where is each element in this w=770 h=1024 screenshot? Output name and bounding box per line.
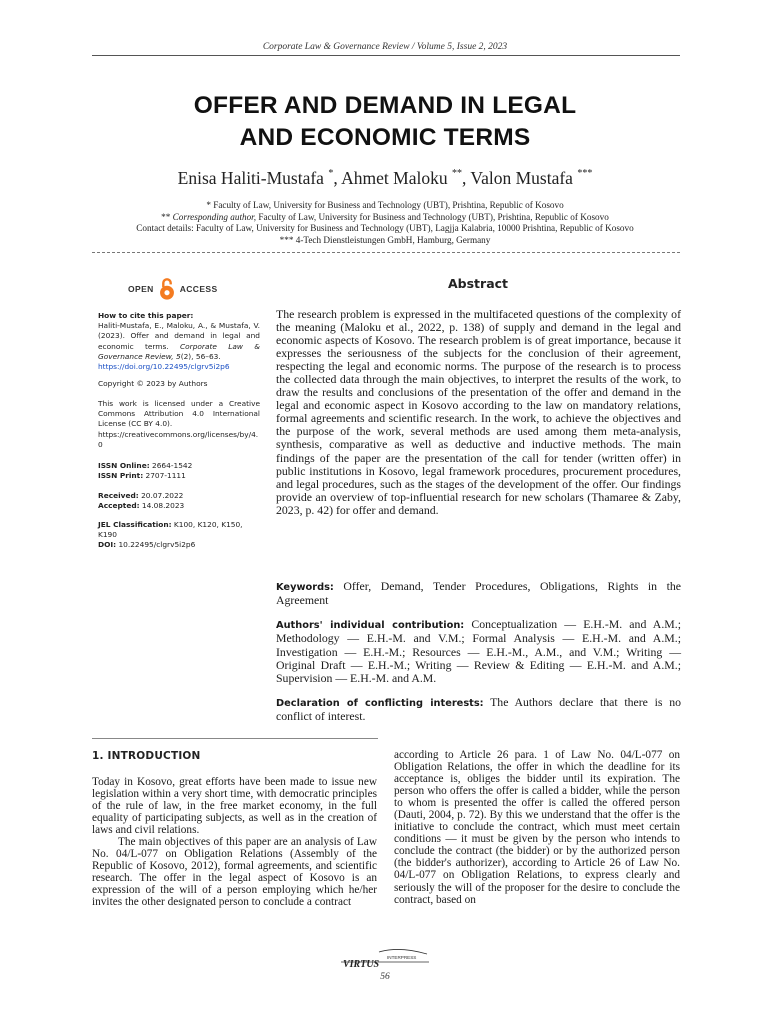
- paragraph: according to Article 26 para. 1 of Law No. 04/L-077 on Obligation Relations, the offer in which the deadline for its acceptance is, obliges the bidder until its expiration. The person who offers the offer is called a bidder, while the person to whom is presented the offer is called the offered person (Dauti, 2004, p. 72). By this we understand that the offer is the initiative to conclude the contract, which must meet certain conditions — it must be given by the person who intends to conclude the contract (the bidder) or by the authorized person (the bidder's authorizer), according to Article 26 of Law No. 04/L-077 on Obligation Relations, to express clearly and seriously the will of the proposer for the desire to conclude the contract, based on: [394, 749, 680, 906]
- license-block: [98, 399, 260, 450]
- corresponding-label: Corresponding author,: [172, 211, 257, 222]
- page-number: 56: [380, 972, 390, 982]
- open-access-badge: [128, 278, 238, 300]
- abstract-heading: Abstract: [448, 276, 509, 291]
- keywords-text: Offer, Demand, Tender Procedures, Obligations, Rights in the Agreement: [276, 579, 681, 608]
- keywords: [276, 580, 681, 607]
- affiliation-mark: **: [161, 211, 173, 222]
- body-column-right: [394, 749, 680, 906]
- section-divider: [92, 738, 378, 739]
- received-date: 20.07.2022: [138, 491, 184, 500]
- copyright: Copyright © 2023 by Authors: [98, 379, 208, 388]
- accepted-label: Accepted:: [98, 501, 140, 511]
- affiliation-2-text: Faculty of Law, University for Business and Technology (UBT), Prishtina, Republic of Kosovo: [256, 211, 609, 222]
- header-divider: [92, 55, 680, 56]
- author-name: Ahmet Maloku: [341, 168, 448, 188]
- affiliation-2: [90, 212, 680, 224]
- open-access-right: ACCESS: [179, 284, 218, 294]
- title-line-2: AND ECONOMIC TERMS: [239, 124, 531, 151]
- dashed-divider: [92, 252, 680, 253]
- citation-doi-link[interactable]: https://doi.org/10.22495/clgrv5i2p6: [98, 362, 230, 372]
- accepted-date: 14.08.2023: [139, 501, 185, 511]
- contact-details: Contact details: Faculty of Law, University for Business and Technology (UBT), Lagjja Kalabria, 10000 Prishtina, Republic of Kosovo: [136, 223, 634, 233]
- jel-codes: K100, K120, K150, K190: [98, 520, 243, 540]
- author-name: Enisa Haliti-Mustafa: [177, 168, 324, 188]
- citation-journal: Corporate Law & Governance Review, 5: [98, 341, 260, 361]
- doi-label: DOI:: [98, 540, 117, 550]
- author-separator: ,: [333, 168, 342, 188]
- citation-pages: (2), 56–63.: [180, 351, 221, 361]
- logo-subtext: INTERPRESS: [387, 955, 417, 960]
- issn-print-label: ISSN Print:: [98, 471, 144, 481]
- author-name: Valon Mustafa: [470, 168, 573, 188]
- declaration-text: The Authors declare that there is no conflict of interest.: [276, 695, 681, 724]
- section-title: 1. INTRODUCTION: [92, 750, 201, 762]
- license-url[interactable]: https://creativecommons.org/licenses/by/4.0: [98, 429, 259, 449]
- how-to-cite: [98, 311, 260, 372]
- jel-doi-block: [98, 520, 260, 551]
- author-contribution: [276, 618, 681, 685]
- issn-print: 2707-1111: [143, 471, 186, 481]
- affiliation-1: * Faculty of Law, University for Business and Technology (UBT), Prishtina, Republic of Kosovo: [206, 200, 564, 210]
- jel-label: JEL Classification:: [98, 520, 172, 529]
- issn-online: 2664-1542: [149, 461, 193, 470]
- author-mark: *: [328, 168, 334, 179]
- affiliations: [90, 200, 680, 246]
- paper-title: [90, 90, 680, 154]
- virtus-interpress-logo: [339, 948, 431, 970]
- issn-block: [98, 461, 260, 481]
- open-lock-icon: [158, 277, 176, 301]
- author-mark: **: [451, 168, 462, 179]
- abstract-text: The research problem is expressed in the multifaceted questions of the complexity of the meaning (Maloku et al., 2022, p. 138) of supply and demand in the legal and economic aspects of Kosovo. The research problem is of great importance, because it expresses the seriousness of the subjects for the conclusion of their agreement, respecting the legal and economic norms. The purpose of the research is to process the collected data through the main objectives, to interpret the results of the work, to draw the results and conclusions of the presentation of the offer and demand in the legal and economic aspect in Kosovo according to the law on mandatory relations, formal agreements and scientific research. In the work, to achieve the objectives and the purpose of the work, several methods are used among them meta-analysis, synthesis, comparative as well as deductive and inductive methods. The main findings of the paper are the presentation of the call for tender (written offer) in public institutions in Kosovo, legal framework procedures, procurement procedures, and legal procedures, such as the stages of the development of the offer. Our findings provide an overview of top-influential research for new scholars (Thamaree & Zaby, 2023, p. 42) for offer and demand.: [276, 307, 681, 517]
- logo-text: VIRTUS: [343, 959, 380, 970]
- doi-value: 10.22495/clgrv5i2p6: [116, 540, 196, 550]
- conflict-declaration: [276, 696, 681, 724]
- received-label: Received:: [98, 491, 139, 500]
- paragraph: The main objectives of this paper are an analysis of Law No. 04/L-077 on Obligation Relations (Assembly of the Republic of Kosovo, 2012), formal agreements, and scientific research. The offer in the legal aspect of Kosovo is an expression of the will of a person employing which he/her invites the other designated person to conclude a contract: [92, 836, 377, 909]
- license-text: This work is licensed under a Creative Commons Attribution 4.0 International License (CC BY 4.0).: [98, 399, 260, 429]
- contribution-label: Authors' individual contribution:: [276, 620, 465, 631]
- author-list: [90, 168, 680, 189]
- running-header: Corporate Law & Governance Review / Volume 5, Issue 2, 2023: [262, 42, 508, 52]
- open-access-left: OPEN: [128, 284, 154, 294]
- body-column-left: [92, 776, 377, 909]
- how-to-cite-label: How to cite this paper:: [98, 311, 194, 320]
- contribution-text: Conceptualization — E.H.-M. and A.M.; Methodology — E.H.-M. and V.M.; Formal Analysis — E.H.-M. and A.M.; Investigation — E.H.-M.; Resources — E.H.-M., A.M., and V.M.; Writing — Original Draft — E.H.-M.; Writing — Review & Editing — E.H.-M. and A.M.; Supervision — E.H.-M. and A.M.: [276, 617, 681, 686]
- title-line-1: OFFER AND DEMAND IN LEGAL: [193, 92, 577, 119]
- keywords-label: Keywords:: [276, 582, 334, 593]
- declaration-label: Declaration of conflicting interests:: [276, 698, 484, 709]
- author-separator: ,: [461, 168, 471, 188]
- paragraph: Today in Kosovo, great efforts have been made to issue new legislation within a very short time, with democratic principles of the rule of law, in the free market economy, in the full equality of participating subjects, as well as in the creation of laws and civil relations.: [92, 776, 377, 837]
- dates-block: [98, 491, 260, 511]
- issn-online-label: ISSN Online:: [98, 461, 150, 470]
- affiliation-3: *** 4-Tech Dienstleistungen GmbH, Hamburg, Germany: [279, 234, 491, 245]
- citation-text: Haliti-Mustafa, E., Maloku, A., & Mustafa, V. (2023). Offer and demand in legal and economic terms.: [98, 321, 260, 351]
- author-mark: ***: [577, 168, 593, 179]
